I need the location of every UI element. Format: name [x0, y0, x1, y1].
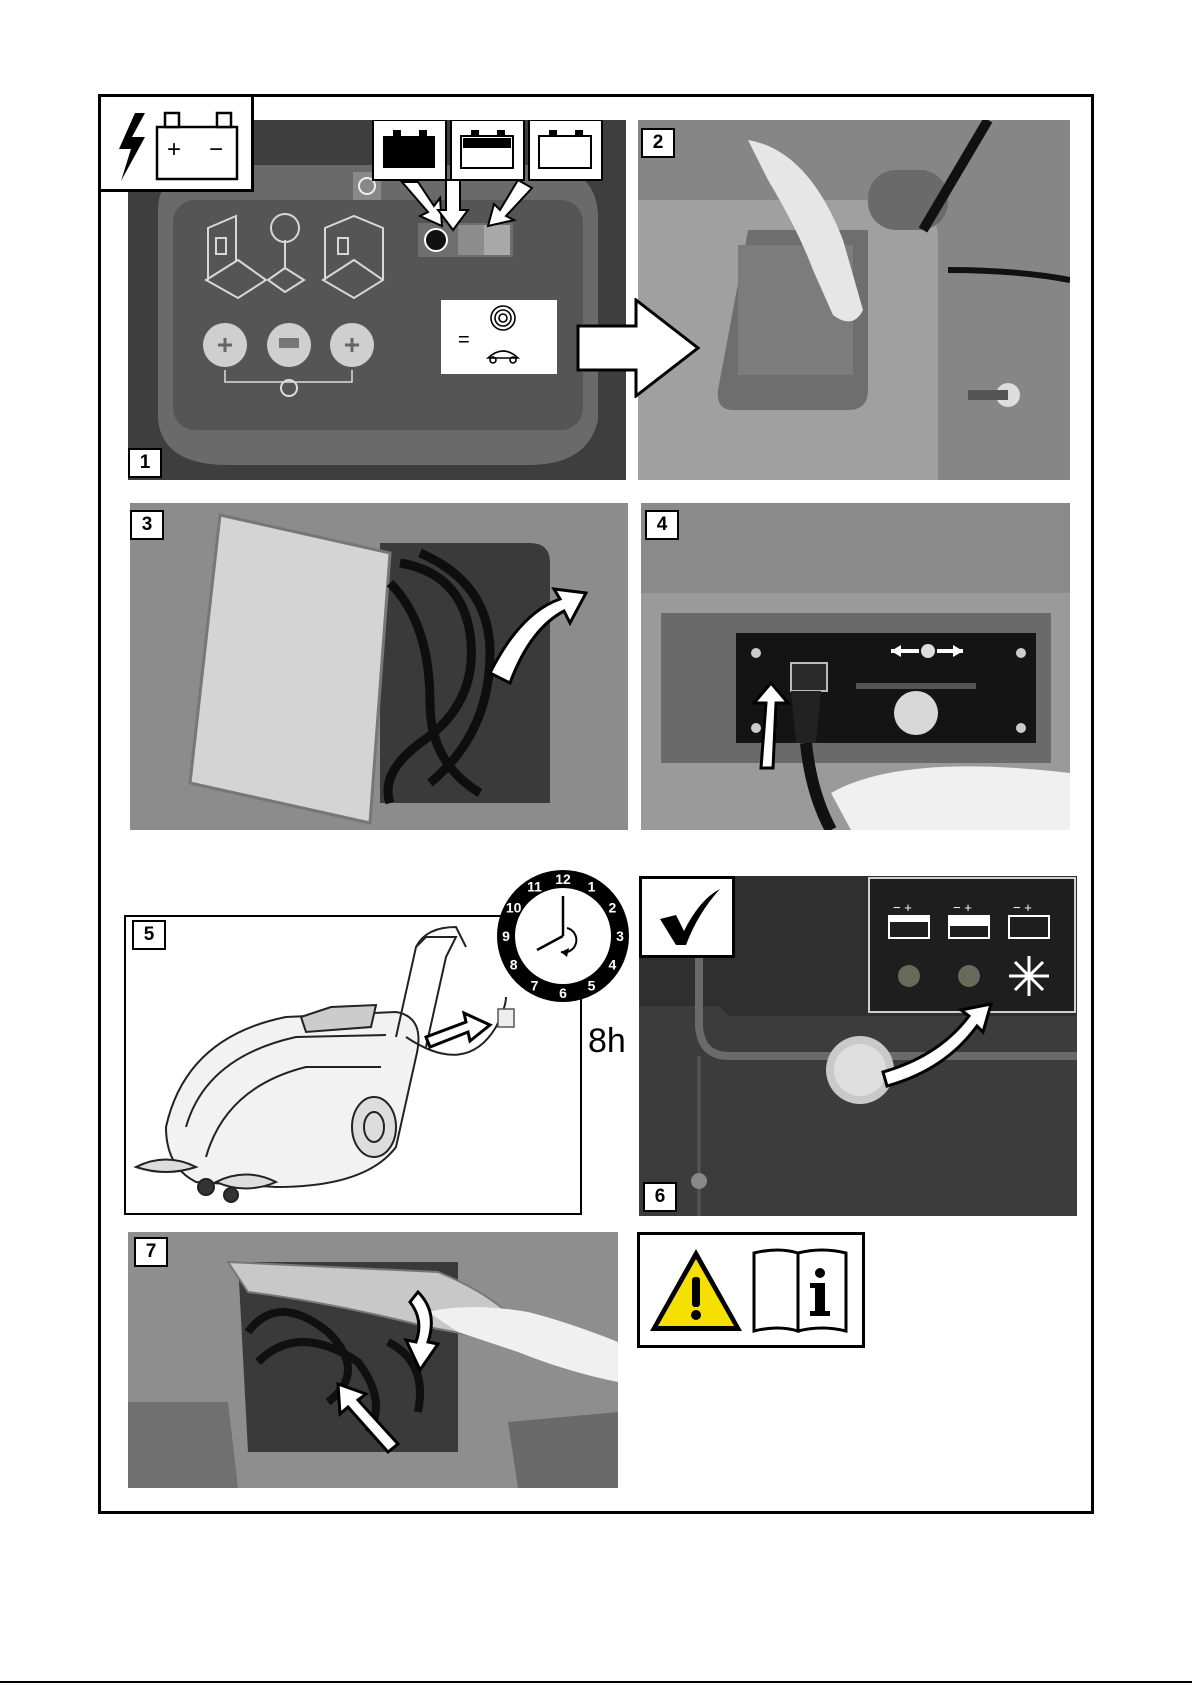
svg-text:− +: − + — [1013, 900, 1032, 915]
panel-3-cable-storage-photo — [130, 503, 628, 830]
clock-numeral: 7 — [530, 977, 539, 994]
clock-numeral: 2 — [608, 899, 617, 916]
clock-numeral: 4 — [608, 956, 617, 973]
step-number-1: 1 — [128, 448, 162, 478]
battery-charging-icon — [98, 94, 254, 192]
panel-4-power-socket-photo — [641, 503, 1070, 830]
step-number-5: 5 — [132, 920, 166, 950]
footer-rule — [0, 1681, 1192, 1683]
panel-7-stow-cable-photo — [128, 1232, 618, 1488]
plus-sign: + — [167, 136, 182, 163]
clock-icon — [495, 868, 631, 1004]
svg-text:− +: − + — [893, 900, 912, 915]
clock-numeral: 11 — [527, 878, 542, 895]
svg-text:− +: − + — [953, 900, 972, 915]
step-number-2: 2 — [641, 128, 675, 158]
clock-numeral: 12 — [555, 871, 571, 887]
charging-duration: 8h — [588, 1022, 626, 1060]
step-number-7: 7 — [134, 1237, 168, 1267]
checkmark-icon — [639, 876, 735, 958]
warning-manual-box — [637, 1232, 865, 1348]
clock-numeral: 1 — [587, 878, 596, 895]
clock-numeral: 8 — [509, 956, 518, 973]
step-number-4: 4 — [645, 510, 679, 540]
read-manual-info-icon — [754, 1250, 846, 1331]
equals-sign: = — [458, 329, 470, 351]
clock-numeral: 3 — [616, 928, 624, 944]
clock-numeral: 6 — [559, 985, 567, 1001]
step-number-6: 6 — [643, 1182, 677, 1212]
clock-numeral: 9 — [502, 928, 510, 944]
clock-numeral: 10 — [505, 899, 522, 916]
panel-2-open-lid-photo — [638, 120, 1070, 480]
warning-triangle-icon — [650, 1249, 742, 1331]
minus-sign: − — [209, 136, 224, 163]
clock-numeral: 5 — [587, 977, 596, 994]
step-number-3: 3 — [130, 510, 164, 540]
arrow-right-icon — [576, 298, 702, 398]
